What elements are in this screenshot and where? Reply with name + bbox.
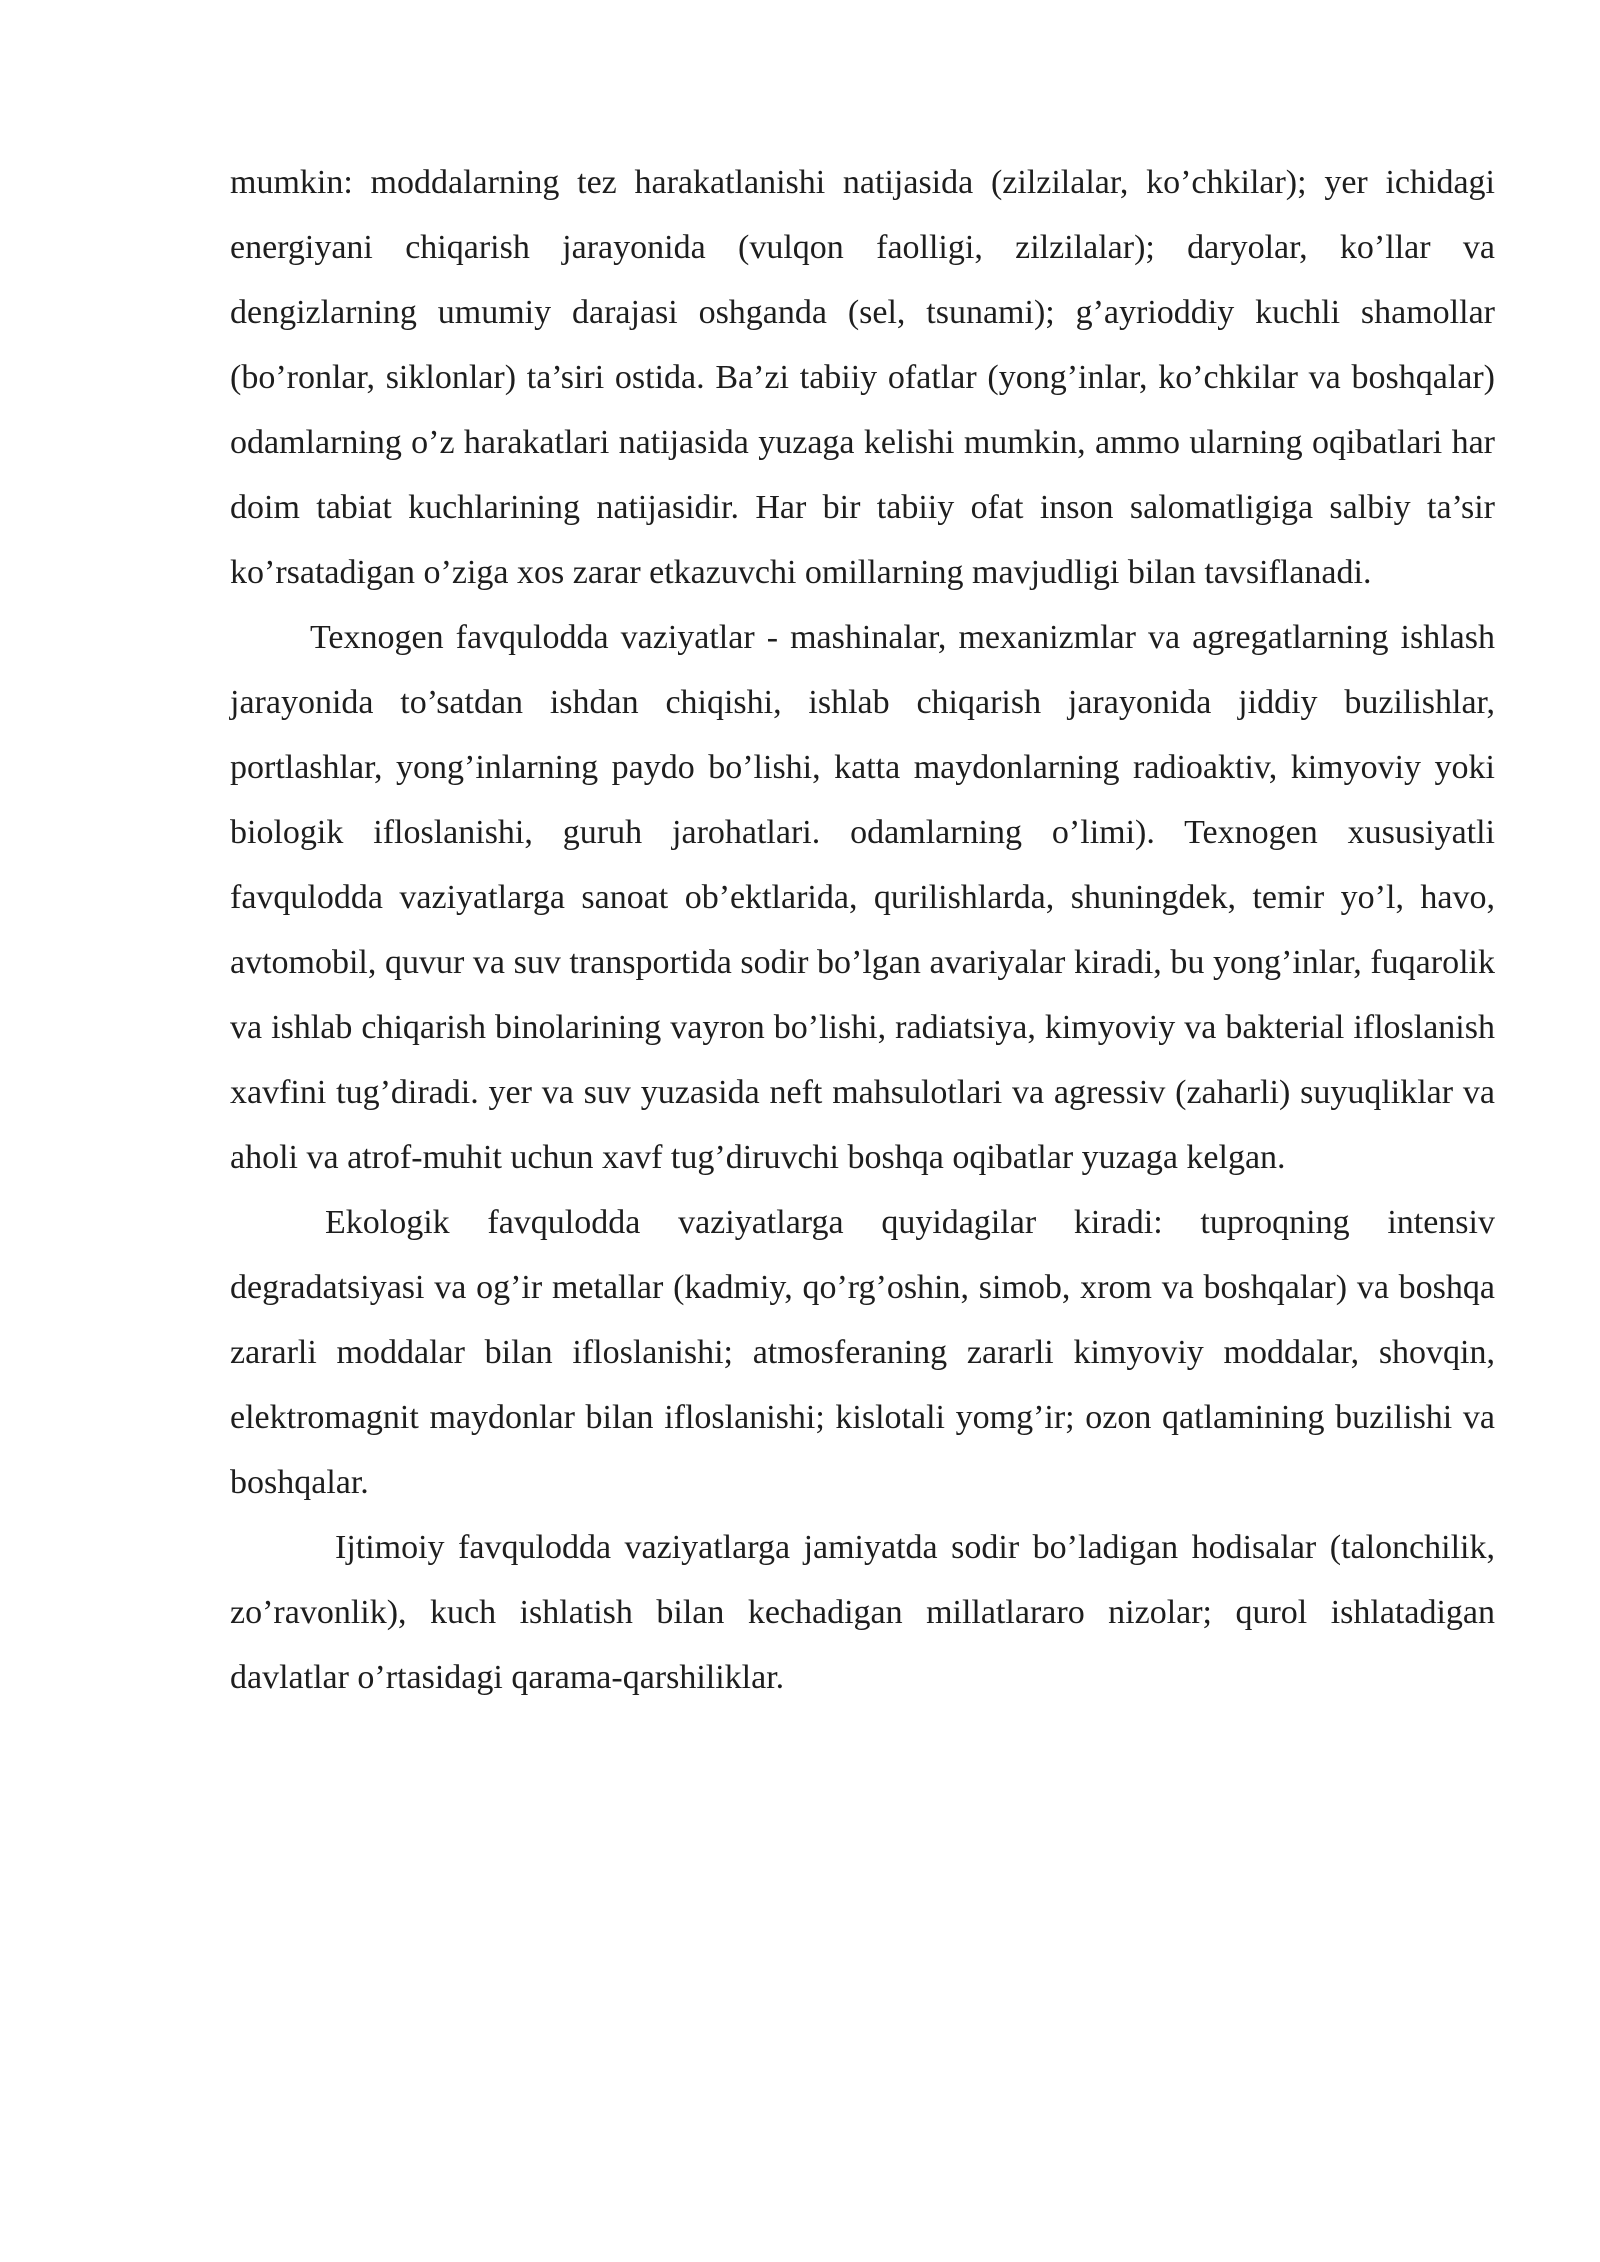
document-page [230, 150, 1495, 1710]
paragraph-ecological-emergencies: Ekologik favqulodda vaziyatlarga quyidagilar kiradi: tuproqning intensiv degradatsiyasi va og’ir metallar (kadmiy, qo’rg’oshin, simob, xrom va boshqalar) va boshqa zararli moddalar bilan ifloslanishi; atmosferaning zararli kimyoviy moddalar, shovqin, elektromagnit maydonlar bilan ifloslanishi; kislotali yomg’ir; ozon qatlamining buzilishi va boshqalar. [230, 1204, 1495, 1501]
paragraph-technogenic-emergencies: Texnogen favqulodda vaziyatlar - mashinalar, mexanizmlar va agregatlarning ishlash jarayonida to’satdan ishdan chiqishi, ishlab chiqarish jarayonida jiddiy buzilishlar, portlashlar, yong’inlarning paydo bo’lishi, katta maydonlarning radioaktiv, kimyoviy yoki biologik ifloslanishi, guruh jarohatlari. odamlarning o’limi). Texnogen xususiyatli favqulodda vaziyatlarga sanoat ob’ektlarida, qurilishlarda, shuningdek, temir yo’l, havo, avtomobil, quvur va suv transportida sodir bo’lgan avariyalar kiradi, bu yong’inlar, fuqarolik va ishlab chiqarish binolarining vayron bo’lishi, radiatsiya, kimyoviy va bakterial ifloslanish xavfini tug’diradi. yer va suv yuzasida neft mahsulotlari va agressiv (zaharli) suyuqliklar va aholi va atrof-muhit uchun xavf tug’diruvchi boshqa oqibatlar yuzaga kelgan. [230, 619, 1495, 1176]
paragraph-social-emergencies: Ijtimoiy favqulodda vaziyatlarga jamiyatda sodir bo’ladigan hodisalar (talonchilik, zo’ravonlik), kuch ishlatish bilan kechadigan millatlararo nizolar; qurol ishlatadigan davlatlar o’rtasidagi qarama-qarshiliklar. [230, 1529, 1495, 1696]
paragraph-natural-disasters: mumkin: moddalarning tez harakatlanishi natijasida (zilzilalar, ko’chkilar); yer ichidagi energiyani chiqarish jarayonida (vulqon faolligi, zilzilalar); daryolar, ko’llar va dengizlarning umumiy darajasi oshganda (sel, tsunami); g’ayrioddiy kuchli shamollar (bo’ronlar, siklonlar) ta’siri ostida. Ba’zi tabiiy ofatlar (yong’inlar, ko’chkilar va boshqalar) odamlarning o’z harakatlari natijasida yuzaga kelishi mumkin, ammo ularning oqibatlari har doim tabiat kuchlarining natijasidir. Har bir tabiiy ofat inson salomatligiga salbiy ta’sir ko’rsatadigan o’ziga xos zarar etkazuvchi omillarning mavjudligi bilan tavsiflanadi. [230, 164, 1495, 591]
